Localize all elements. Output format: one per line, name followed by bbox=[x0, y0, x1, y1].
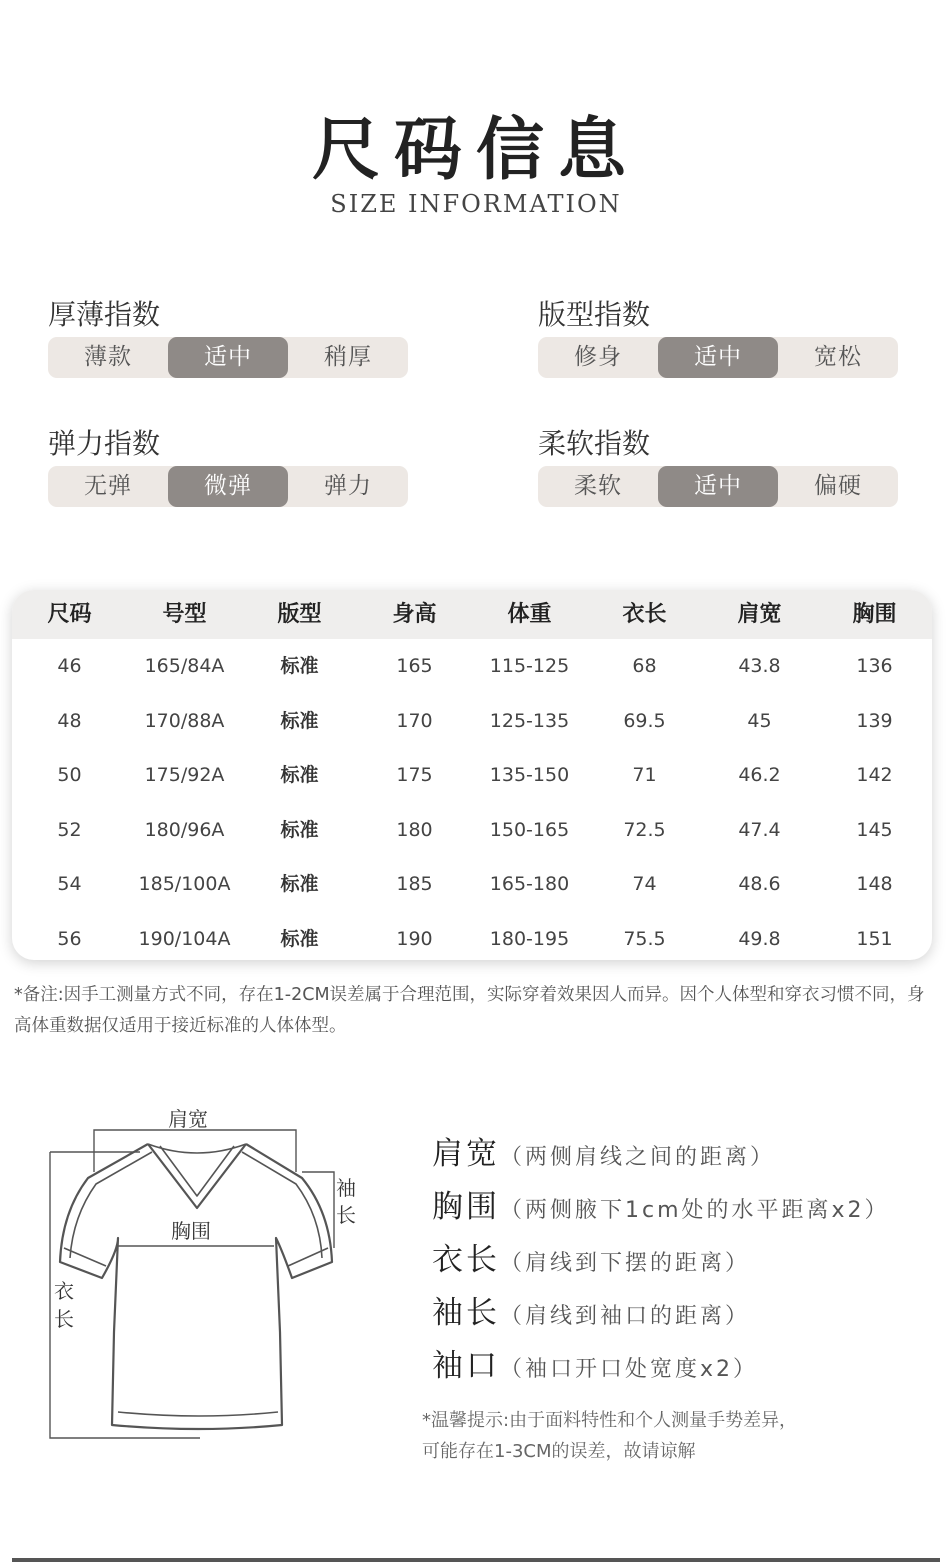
table-cell: 54 bbox=[57, 873, 82, 895]
tip-line: *温馨提示:由于面料特性和个人测量手势差异， bbox=[422, 1410, 798, 1431]
table-cell: 75.5 bbox=[623, 927, 666, 950]
definition-row bbox=[432, 1234, 947, 1287]
diagram-label-shoulder: 肩宽 bbox=[168, 1107, 208, 1131]
definition-term: 袖长 bbox=[432, 1295, 500, 1331]
table-cell: 43.8 bbox=[738, 655, 781, 677]
table-cell: 151 bbox=[856, 927, 893, 950]
index-label: 厚薄指数 bbox=[48, 298, 161, 331]
definition-row bbox=[432, 1340, 947, 1393]
definition-row bbox=[432, 1287, 947, 1340]
definition-desc: （袖口开口处宽度x2） bbox=[500, 1357, 759, 1382]
diagram-label-chest: 胸围 bbox=[171, 1219, 211, 1243]
index-label: 弹力指数 bbox=[48, 427, 161, 460]
page-title: 尺码信息 bbox=[311, 111, 640, 190]
column-header: 号型 bbox=[162, 602, 207, 627]
index-option: 宽松 bbox=[814, 344, 862, 370]
table-cell: 190 bbox=[396, 927, 433, 950]
table-cell: 175 bbox=[396, 764, 433, 786]
index-option: 薄款 bbox=[84, 344, 132, 370]
table-body bbox=[12, 639, 932, 960]
table-cell: 56 bbox=[57, 927, 82, 950]
column-header: 肩宽 bbox=[737, 602, 782, 627]
table-cell: 190/104A bbox=[138, 927, 231, 950]
table-note: *备注:因手工测量方式不同，存在1-2CM误差属于合理范围，实际穿着效果因人而异。因个人体型和穿衣习惯不同，身高体重数据仅适用于接近标准的人体体型。 bbox=[14, 985, 925, 1036]
table-row bbox=[12, 694, 932, 749]
diagram-label-length-2: 长 bbox=[54, 1307, 74, 1331]
table-row bbox=[12, 857, 932, 912]
table-cell: 185/100A bbox=[138, 873, 231, 895]
index-option: 修身 bbox=[574, 344, 622, 370]
table-cell: 45 bbox=[747, 709, 772, 732]
column-header: 身高 bbox=[392, 602, 437, 627]
index-scale bbox=[538, 337, 898, 378]
index-label: 柔软指数 bbox=[538, 427, 651, 460]
definition-desc: （肩线到下摆的距离） bbox=[500, 1251, 751, 1276]
table-cell: 115-125 bbox=[489, 655, 570, 677]
table-cell: 68 bbox=[632, 655, 657, 677]
table-cell: 175/92A bbox=[144, 764, 225, 786]
index-scale bbox=[48, 466, 408, 507]
index-option: 柔软 bbox=[574, 473, 622, 499]
table-row bbox=[12, 912, 932, 961]
table-cell: 48.6 bbox=[738, 873, 781, 895]
table-cell: 180/96A bbox=[144, 818, 225, 841]
diagram-label-sleeve-2: 长 bbox=[336, 1203, 356, 1227]
table-row bbox=[12, 748, 932, 803]
definition-term: 衣长 bbox=[432, 1242, 500, 1278]
table-cell: 标准 bbox=[280, 927, 319, 950]
table-cell: 170 bbox=[396, 709, 433, 732]
definition-term: 肩宽 bbox=[432, 1136, 500, 1172]
index-thickness bbox=[48, 295, 408, 378]
column-header: 胸围 bbox=[852, 602, 897, 627]
table-cell: 150-165 bbox=[489, 818, 570, 841]
table-cell: 180-195 bbox=[489, 927, 570, 950]
table-cell: 标准 bbox=[280, 709, 319, 732]
index-option: 弹力 bbox=[324, 473, 372, 499]
definition-desc: （两侧腋下1cm处的水平距离x2） bbox=[500, 1198, 890, 1223]
table-cell: 148 bbox=[856, 873, 893, 895]
table-cell: 69.5 bbox=[623, 709, 666, 732]
index-label: 版型指数 bbox=[538, 298, 651, 331]
index-fit bbox=[538, 295, 898, 378]
table-cell: 47.4 bbox=[738, 818, 781, 841]
table-cell: 135-150 bbox=[489, 764, 570, 786]
definition-term: 胸围 bbox=[432, 1189, 500, 1225]
index-option: 偏硬 bbox=[814, 473, 862, 499]
table-cell: 170/88A bbox=[144, 709, 225, 732]
table-cell: 142 bbox=[856, 764, 893, 786]
shirt-outline bbox=[60, 1144, 332, 1429]
table-cell: 74 bbox=[632, 873, 657, 895]
table-cell: 180 bbox=[396, 818, 433, 841]
table-cell: 标准 bbox=[280, 873, 319, 895]
table-cell: 165/84A bbox=[144, 655, 225, 677]
index-option-selected: 适中 bbox=[658, 466, 778, 507]
measurement-definitions bbox=[432, 1128, 947, 1393]
table-cell: 48 bbox=[57, 709, 82, 732]
page-subtitle: SIZE INFORMATION bbox=[330, 190, 622, 218]
table-cell: 标准 bbox=[280, 655, 319, 677]
table-row bbox=[12, 639, 932, 694]
index-option: 无弹 bbox=[84, 473, 132, 499]
column-header: 版型 bbox=[277, 602, 322, 627]
table-cell: 165 bbox=[396, 655, 433, 677]
shirt-diagram bbox=[40, 1100, 370, 1450]
table-cell: 165-180 bbox=[489, 873, 570, 895]
index-scale bbox=[48, 337, 408, 378]
definition-term: 袖口 bbox=[432, 1348, 500, 1384]
tip-note bbox=[422, 1405, 942, 1467]
index-option: 稍厚 bbox=[324, 344, 372, 370]
measurement-diagram bbox=[40, 1100, 370, 1450]
index-option-selected: 适中 bbox=[658, 337, 778, 378]
definition-desc: （两侧肩线之间的距离） bbox=[500, 1145, 776, 1170]
diagram-label-length-1: 衣 bbox=[54, 1279, 74, 1303]
index-option-selected: 微弹 bbox=[168, 466, 288, 507]
table-cell: 139 bbox=[856, 709, 893, 732]
table-cell: 185 bbox=[396, 873, 433, 895]
diagram-label-sleeve-1: 袖 bbox=[336, 1176, 356, 1200]
definition-row bbox=[432, 1128, 947, 1181]
table-cell: 46.2 bbox=[738, 764, 781, 786]
tip-line: 可能存在1-3CM的误差，故请谅解 bbox=[422, 1441, 696, 1462]
table-cell: 标准 bbox=[280, 764, 319, 786]
column-header: 衣长 bbox=[622, 602, 667, 627]
index-elasticity bbox=[48, 424, 408, 507]
index-option-selected: 适中 bbox=[168, 337, 288, 378]
table-cell: 125-135 bbox=[489, 709, 570, 732]
table-header bbox=[12, 590, 932, 639]
definition-row bbox=[432, 1181, 947, 1234]
table-row bbox=[12, 803, 932, 858]
bottom-divider bbox=[12, 1558, 940, 1562]
table-cell: 标准 bbox=[280, 818, 319, 841]
index-scale bbox=[538, 466, 898, 507]
table-cell: 46 bbox=[57, 655, 82, 677]
table-cell: 52 bbox=[57, 818, 82, 841]
size-table bbox=[12, 590, 932, 960]
table-cell: 72.5 bbox=[623, 818, 666, 841]
definition-desc: （肩线到袖口的距离） bbox=[500, 1304, 751, 1329]
table-cell: 49.8 bbox=[738, 927, 781, 950]
table-cell: 145 bbox=[856, 818, 893, 841]
column-header: 尺码 bbox=[47, 602, 92, 627]
table-cell: 136 bbox=[856, 655, 893, 677]
column-header: 体重 bbox=[507, 602, 552, 627]
table-cell: 50 bbox=[57, 764, 82, 786]
table-cell: 71 bbox=[632, 764, 657, 786]
index-softness bbox=[538, 424, 898, 507]
